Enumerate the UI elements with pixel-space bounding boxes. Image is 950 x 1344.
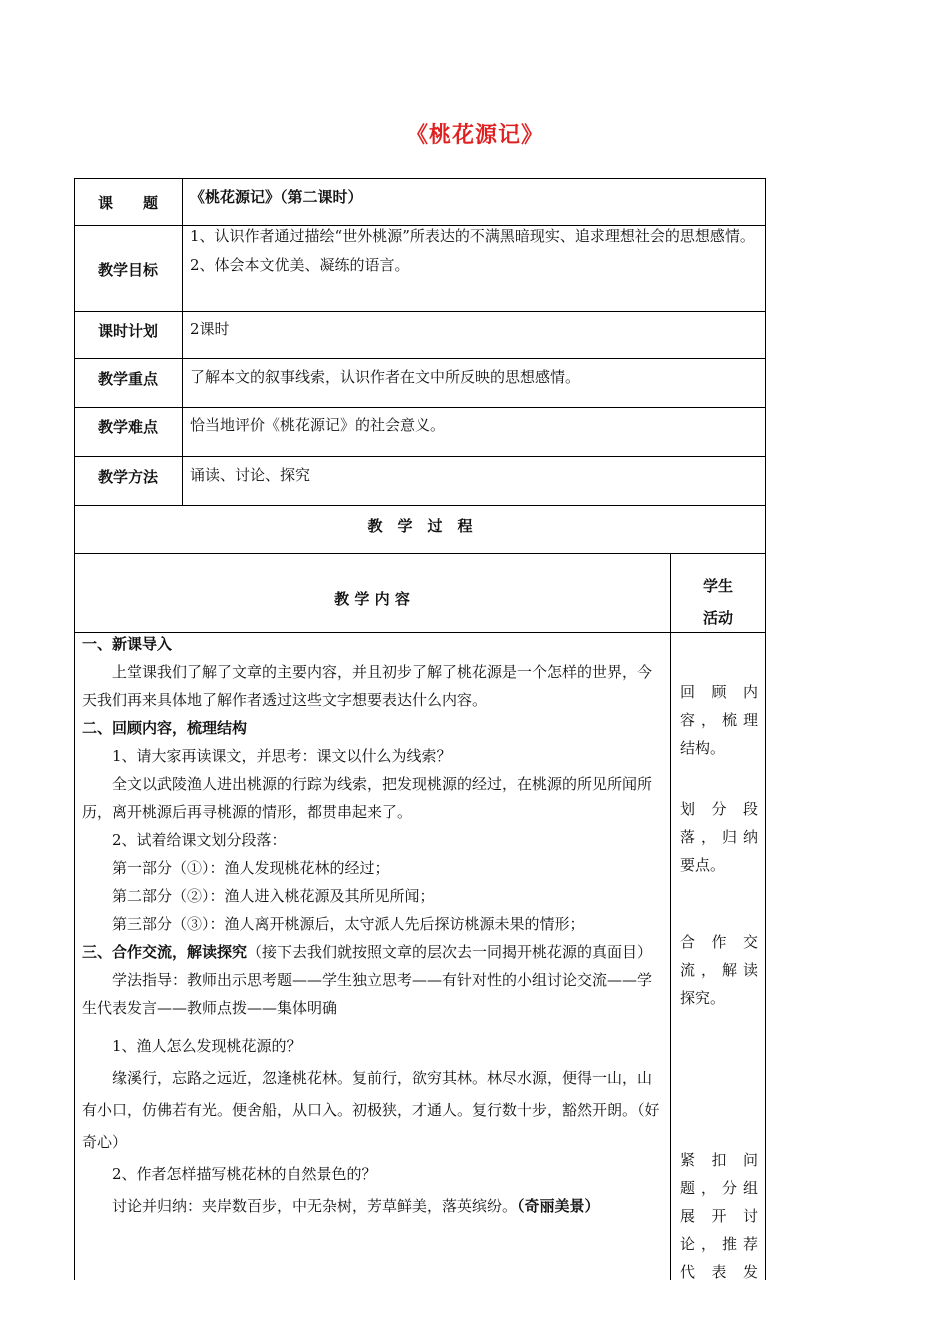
process-header: 教 学 过 程 [367, 517, 473, 535]
activity-line: 论，推荐 [680, 1235, 758, 1253]
student-activity [680, 928, 758, 1012]
paragraph: 上堂课我们了解了文章的主要内容，并且初步了解了桃花源是一个怎样的世界，今天我们再来具体地了解作者透过这些文字想要表达什么内容。 [82, 663, 653, 709]
row-divider [74, 553, 766, 554]
document-title: 《桃花源记》 [405, 123, 544, 148]
activity-line: 划 分 段 [680, 800, 758, 818]
row-label-key-points: 教学重点 [97, 370, 158, 388]
row-label-difficulties: 教学难点 [97, 418, 158, 436]
paragraph: 1、请大家再读课文，并思考：课文以什么为线索？ [112, 747, 452, 765]
paragraph: 第二部分（②）：渔人进入桃花源及其所见所闻； [112, 887, 435, 905]
activity-line: 代 表 发 [680, 1263, 758, 1281]
paragraph [82, 1190, 664, 1222]
content-column-header: 教 学 内 容 [334, 590, 410, 608]
student-activity [680, 678, 758, 762]
paragraph: 缘溪行，忘路之远近，忽逢桃花林。复前行，欲穷其林。林尽水源，便得一山，山有小口，仿佛若有光。便舍船，从口入。初极狭，才通人。复行数十步，豁然开朗。（好奇心） [82, 1069, 660, 1151]
row-value-methods: 诵读、讨论、探究 [190, 466, 311, 484]
row-value-difficulties: 恰当地评价《桃花源记》的社会意义。 [190, 416, 446, 434]
objective-line: 1、认识作者通过描绘“世外桃源”所表达的不满黑暗现实、追求理想社会的思想感情。 [190, 227, 755, 245]
row-divider [74, 358, 766, 359]
student-activity [680, 795, 758, 879]
summary-note: （奇丽美景） [517, 1197, 600, 1215]
activity-line: 紧 扣 问 [680, 1151, 758, 1169]
row-divider [74, 505, 766, 506]
activity-line: 落，归纳 [680, 828, 758, 846]
paragraph: 第三部分（③）：渔人离开桃源后，太守派人先后探访桃源未果的情形； [112, 915, 585, 933]
paragraph: 2、试着给课文划分段落： [112, 831, 287, 849]
row-label-objectives: 教学目标 [97, 261, 158, 279]
student-column-divider [670, 553, 671, 1280]
activity-line: 合 作 交 [680, 933, 758, 951]
row-value-objectives [190, 222, 760, 280]
student-header-line: 活动 [702, 609, 733, 627]
paragraph: 2、作者怎样描写桃花林的自然景色的？ [112, 1165, 377, 1183]
activity-line: 流，解读 [680, 961, 758, 979]
section-heading: 三、合作交流，解读探究 [82, 943, 248, 961]
activity-line: 探究。 [680, 989, 726, 1007]
paragraph: 全文以武陵渔人进出桃源的行踪为线索，把发现桃源的经过，在桃源的所见所闻所历，离开桃源后再寻桃源的情形，都贯串起来了。 [82, 775, 653, 821]
activity-line: 展 开 讨 [680, 1207, 758, 1225]
row-value-topic: 《桃花源记》（第二课时） [190, 188, 363, 206]
objective-line: 2、体会本文优美、凝练的语言。 [190, 256, 410, 274]
student-header-line: 学生 [702, 577, 733, 595]
activity-line: 题，分组 [680, 1179, 758, 1197]
paragraph: 1、渔人怎么发现桃花源的？ [112, 1037, 302, 1055]
row-label-topic: 课 题 [97, 194, 158, 212]
paragraph: 学法指导：教师出示思考题——学生独立思考——有针对性的小组讨论交流——学生代表发言——教师点拨——集体明确 [82, 971, 653, 1017]
label-column-divider [182, 178, 183, 505]
student-activity [680, 1146, 758, 1286]
activity-line: 容，梳理 [680, 711, 758, 729]
row-divider [74, 456, 766, 457]
discussion-summary: 讨论并归纳：夹岸数百步，中无杂树，芳草鲜美，落英缤纷。 [112, 1197, 518, 1215]
paragraph: 第一部分（①）：渔人发现桃花林的经过； [112, 859, 390, 877]
row-divider [74, 311, 766, 312]
row-value-schedule: 2课时 [190, 320, 230, 338]
section-heading-line [82, 938, 664, 966]
student-column-header [670, 570, 766, 634]
section-heading-note: （接下去我们就按照文章的层次去一同揭开桃花源的真面目） [247, 943, 653, 961]
row-value-key-points: 了解本文的叙事线索，认识作者在文中所反映的思想感情。 [190, 368, 581, 386]
section-heading: 二、回顾内容，梳理结构 [82, 719, 248, 737]
row-label-methods: 教学方法 [97, 468, 158, 486]
activity-line: 结构。 [680, 739, 726, 757]
activity-line: 回 顾 内 [680, 683, 758, 701]
row-label-schedule: 课时计划 [97, 322, 158, 340]
teaching-content [82, 630, 664, 1222]
section-heading: 一、新课导入 [82, 635, 173, 653]
row-divider [74, 407, 766, 408]
activity-line: 要点。 [680, 856, 726, 874]
